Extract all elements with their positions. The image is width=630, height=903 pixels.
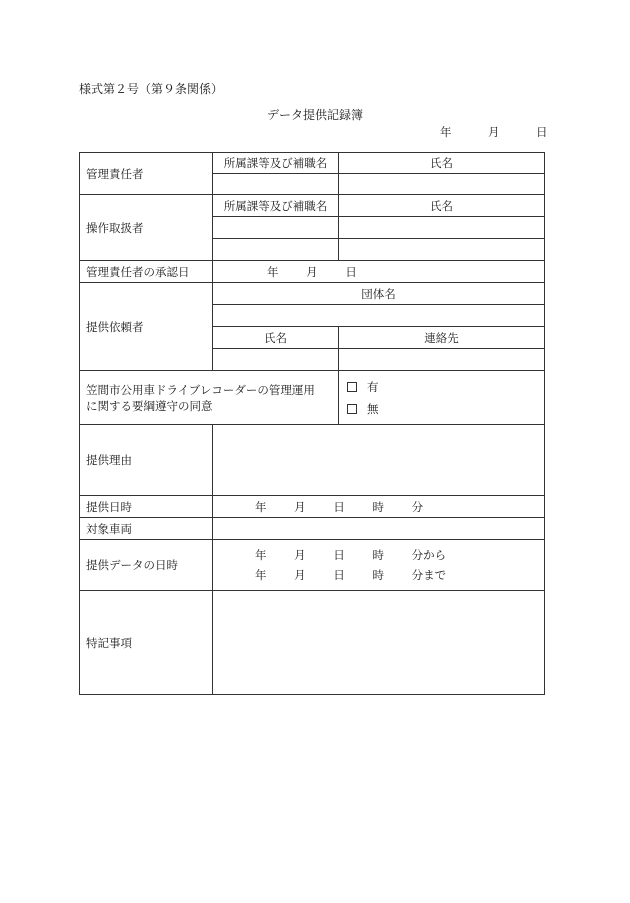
date-year-label: 年 — [440, 125, 452, 139]
data-to-year-label: 年 — [255, 568, 267, 582]
date-day-label: 日 — [536, 125, 548, 139]
requester-name-field[interactable] — [213, 349, 339, 371]
manager-name-header: 氏名 — [339, 153, 545, 174]
manager-label: 管理責任者 — [80, 153, 213, 195]
remarks-field[interactable] — [213, 591, 545, 695]
consent-no-checkbox[interactable] — [347, 404, 357, 414]
approval-date-row — [80, 261, 545, 283]
operator-label: 操作取扱者 — [80, 195, 213, 261]
provide-minute-label: 分 — [411, 499, 424, 514]
provide-day-label: 日 — [333, 499, 345, 514]
data-datetime-field[interactable] — [213, 540, 545, 591]
data-datetime-label: 提供データの日時 — [80, 540, 213, 591]
remarks-row — [80, 591, 545, 695]
operator-dept-field-1[interactable] — [213, 217, 339, 239]
data-to-hour-label: 時 — [372, 568, 384, 582]
reason-field[interactable] — [213, 425, 545, 496]
approval-year-label: 年 — [267, 264, 279, 279]
approval-month-label: 月 — [306, 264, 318, 279]
consent-yes-checkbox[interactable] — [347, 382, 357, 392]
provide-datetime-row — [80, 496, 545, 518]
operator-name-field-2[interactable] — [339, 239, 545, 261]
provide-year-label: 年 — [255, 499, 267, 514]
consent-yes-label: 有 — [367, 379, 379, 394]
manager-header-row — [80, 153, 545, 174]
approval-date-label: 管理責任者の承認日 — [80, 261, 213, 283]
consent-label — [80, 371, 339, 425]
document-title: データ提供記録簿 — [266, 108, 363, 122]
consent-option-no[interactable] — [347, 398, 538, 420]
requester-contact-header: 連絡先 — [339, 327, 545, 349]
provide-month-label: 月 — [294, 499, 306, 514]
data-from-month-label: 月 — [294, 548, 306, 562]
vehicle-field[interactable] — [213, 518, 545, 540]
data-from-minute-label: 分から — [411, 548, 447, 562]
consent-row — [80, 371, 545, 425]
form-number: 様式第２号（第９条関係） — [79, 82, 224, 96]
data-from-hour-label: 時 — [372, 548, 384, 562]
operator-name-field-1[interactable] — [339, 217, 545, 239]
data-to-month-label: 月 — [294, 568, 306, 582]
data-from-day-label: 日 — [333, 548, 345, 562]
requester-org-header: 団体名 — [213, 283, 545, 305]
manager-dept-header: 所属課等及び補職名 — [213, 153, 339, 174]
operator-header-row — [80, 195, 545, 217]
consent-label-line1: 笠間市公用車ドライブレコーダーの管理運用 — [86, 382, 315, 397]
requester-label: 提供依頼者 — [80, 283, 213, 371]
record-table — [79, 152, 545, 695]
consent-option-yes[interactable] — [347, 376, 538, 398]
provide-hour-label: 時 — [372, 499, 384, 514]
date-month-label: 月 — [488, 125, 500, 139]
requester-org-header-row — [80, 283, 545, 305]
consent-label-line2: に関する要綱遵守の同意 — [86, 398, 213, 413]
requester-name-header: 氏名 — [213, 327, 339, 349]
vehicle-row — [80, 518, 545, 540]
data-datetime-row — [80, 540, 545, 591]
reason-label: 提供理由 — [80, 425, 213, 496]
approval-day-label: 日 — [345, 264, 357, 279]
manager-dept-field[interactable] — [213, 174, 339, 195]
approval-date-field[interactable] — [213, 261, 545, 283]
remarks-label: 特記事項 — [80, 591, 213, 695]
data-to-day-label: 日 — [333, 568, 345, 582]
reason-row — [80, 425, 545, 496]
requester-contact-field[interactable] — [339, 349, 545, 371]
vehicle-label: 対象車両 — [80, 518, 213, 540]
consent-no-label: 無 — [367, 401, 379, 416]
data-from-year-label: 年 — [255, 548, 267, 562]
manager-name-field[interactable] — [339, 174, 545, 195]
operator-dept-field-2[interactable] — [213, 239, 339, 261]
consent-options — [339, 371, 545, 425]
operator-name-header: 氏名 — [339, 195, 545, 217]
data-to-minute-label: 分まで — [411, 568, 447, 582]
document-date — [420, 124, 546, 140]
provide-datetime-field[interactable] — [213, 496, 545, 518]
provide-datetime-label: 提供日時 — [80, 496, 213, 518]
requester-org-field[interactable] — [213, 305, 545, 327]
operator-dept-header: 所属課等及び補職名 — [213, 195, 339, 217]
